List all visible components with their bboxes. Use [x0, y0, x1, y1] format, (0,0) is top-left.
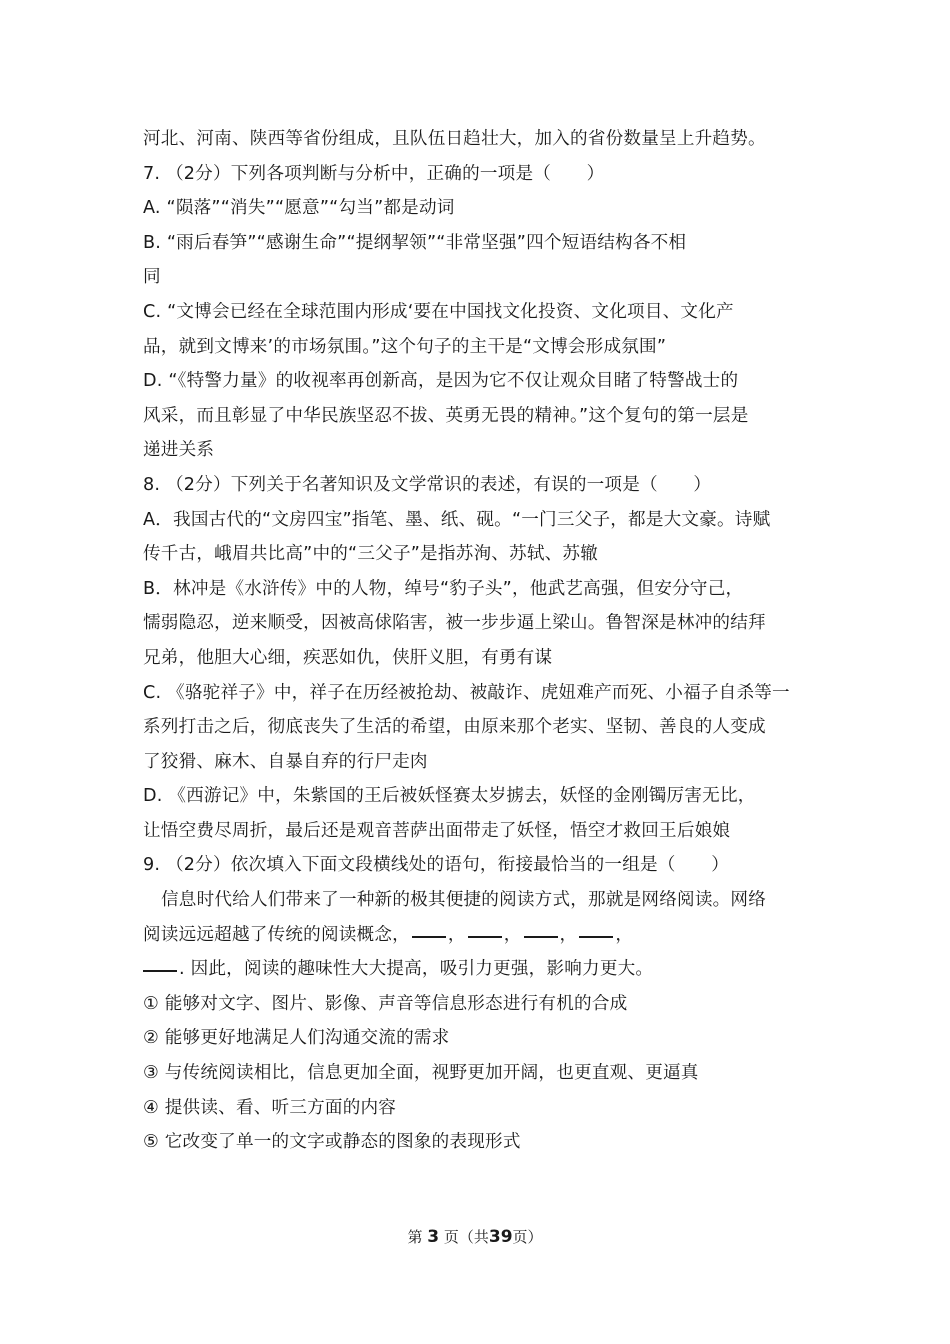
footer-middle: 页（共: [443, 1228, 489, 1246]
current-page-number: 3: [427, 1227, 440, 1247]
q7-option-c: C. “文博会已经在全球范围内形成‘要在中国找文化投资、文化项目、文化产: [143, 301, 734, 322]
fill-blank: [468, 936, 502, 938]
footer-prefix: 第: [407, 1228, 423, 1246]
page-footer: [0, 1226, 950, 1247]
fill-blank: [579, 936, 613, 938]
q9-statement-5: ⑤ 它改变了单一的文字或静态的图象的表现形式: [143, 1132, 521, 1153]
q7-option-b: B. “雨后春笋”“感谢生命”“提纲挈领”“非常坚强”四个短语结构各不相: [143, 232, 687, 253]
q8-option-d: D. 《西游记》中，朱紫国的王后被妖怪赛太岁掳去，妖怪的金刚镯厉害无比，: [143, 786, 756, 807]
q7-option-b-cont: 同: [143, 267, 161, 288]
question-7-title: 7. （2分）下列各项判断与分析中，正确的一项是（ ）: [143, 163, 605, 184]
q7-option-c-cont: 品，就到文博来’的市场氛围。”这个句子的主干是“文博会形成氛围”: [143, 336, 667, 357]
q8-option-c: C. 《骆驼祥子》中，祥子在历经被抢劫、被敲诈、虎妞难产而死、小福子自杀等一: [143, 682, 790, 703]
footer-suffix: 页）: [512, 1228, 543, 1246]
q9-statement-2: ② 能够更好地满足人们沟通交流的需求: [143, 1028, 450, 1049]
separator: ，: [447, 924, 466, 945]
passage-text: 阅读远远超越了传统的阅读概念，: [143, 924, 410, 945]
q8-option-c-cont: 了狡猾、麻木、自暴自弃的行尸走肉: [143, 751, 428, 772]
text-line: 河北、河南、陕西等省份组成，且队伍日趋壮大，加入的省份数量呈上升趋势。: [143, 129, 766, 149]
q9-passage: 信息时代给人们带来了一种新的极其便捷的阅读方式，那就是网络阅读。网络: [161, 890, 766, 911]
q8-option-b-cont: 兄弟，他胆大心细，疾恶如仇，侠肝义胆，有勇有谋: [143, 647, 553, 668]
q8-option-d-cont: 让悟空费尽周折，最后还是观音菩萨出面带走了妖怪，悟空才救回王后娘娘: [143, 820, 731, 841]
q7-option-d: D. “《特警力量》的收视率再创新高，是因为它不仅让观众目睹了特警战士的: [143, 371, 739, 392]
q9-statement-3: ③ 与传统阅读相比，信息更加全面，视野更加开阔，也更直观、更逼真: [143, 1063, 699, 1084]
question-8-title: 8. （2分）下列关于名著知识及文学常识的表述，有误的一项是（ ）: [143, 474, 712, 495]
q9-statement-1: ① 能够对文字、图片、影像、声音等信息形态进行有机的合成: [143, 993, 628, 1014]
q8-option-c-cont: 系列打击之后，彻底丧失了生活的希望，由原来那个老实、坚韧、善良的人变成: [143, 717, 766, 738]
fill-blank: [143, 970, 177, 972]
separator: ，: [559, 924, 578, 945]
page-content: [143, 122, 815, 1160]
q9-passage-end: [143, 952, 815, 987]
q8-option-a: A．我国古代的“文房四宝”指笔、墨、纸、砚。“一门三父子，都是大文豪。诗赋: [143, 509, 771, 530]
q9-statement-4: ④ 提供读、看、听三方面的内容: [143, 1097, 397, 1118]
q9-passage-blanks: [143, 918, 815, 953]
fill-blank: [412, 936, 446, 938]
question-9-title: 9. （2分）依次填入下面文段横线处的语句，衔接最恰当的一组是（ ）: [143, 855, 729, 876]
passage-text: . 因此，阅读的趣味性大大提高，吸引力更强，影响力更大。: [179, 959, 654, 980]
separator: ，: [503, 924, 522, 945]
separator: ，: [615, 924, 634, 945]
q7-option-a: A. “陨落”“消失”“愿意”“勾当”都是动词: [143, 198, 455, 219]
q7-option-d-cont: 风采，而且彰显了中华民族坚忍不拔、英勇无畏的精神。”这个复句的第一层是: [143, 405, 749, 426]
total-pages: 39: [488, 1227, 513, 1247]
fill-blank: [524, 936, 558, 938]
q8-option-b-cont: 懦弱隐忍，逆来顺受，因被高俅陷害，被一步步逼上梁山。鲁智深是林冲的结拜: [143, 613, 766, 634]
q8-option-b: B．林冲是《水浒传》中的人物，绰号“豹子头”，他武艺高强，但安分守己，: [143, 578, 744, 599]
q8-option-a-cont: 传千古，峨眉共比高”中的“三父子”是指苏洵、苏轼、苏辙: [143, 544, 598, 565]
q7-option-d-cont: 递进关系: [143, 440, 215, 461]
